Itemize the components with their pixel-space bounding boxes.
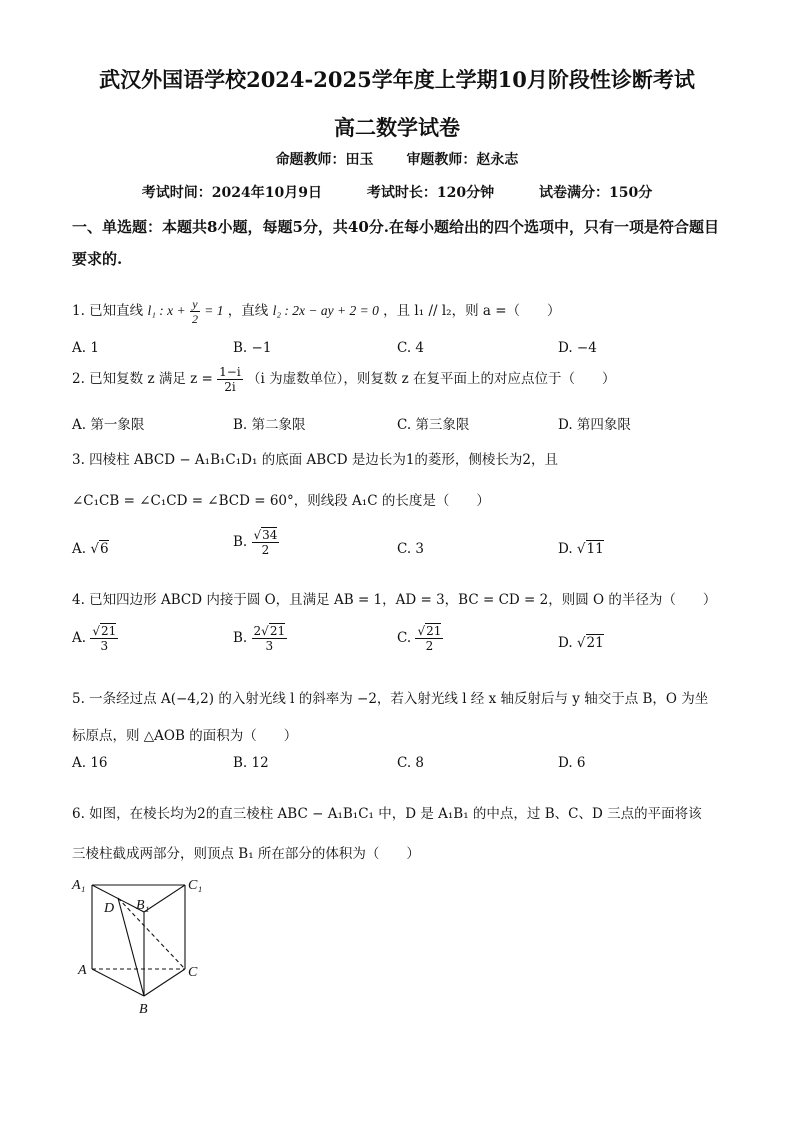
q2-frac-num: 1−i bbox=[219, 365, 241, 379]
edge-bc bbox=[144, 969, 185, 996]
q3-b-radicand: 34 bbox=[262, 528, 278, 542]
q4-c-label: C. bbox=[397, 630, 412, 646]
q4-c-fraction: $\frac{√21}{2}$ bbox=[417, 624, 442, 653]
section-heading: 一、单选题：本题共8小题，每题5分，共40分.在每小题给出的四个选项中，只有一项是符合题目要求的. bbox=[72, 218, 719, 268]
q1-option-b: B. −1 bbox=[233, 340, 272, 356]
full-score: 试卷满分：150分 bbox=[538, 185, 653, 201]
label-c1: C₁ bbox=[188, 878, 203, 893]
q5-option-c: C. 8 bbox=[397, 755, 425, 771]
question-5-line1: 5. 一条经过点 A(−4,2) 的入射光线 l 的斜率为 −2，若入射光线 l 经 x 轴反射后与 y 轴交于点 B，O 为坐 bbox=[72, 691, 709, 707]
q4-d-label: D. bbox=[558, 635, 573, 651]
reviewer-label: 审题教师：赵永志 bbox=[406, 152, 519, 168]
q3-d-radicand: 11 bbox=[586, 541, 604, 557]
q4-c-den: 2 bbox=[425, 639, 434, 653]
q4-a-fraction: $\frac{√21}{3}$ bbox=[92, 624, 117, 653]
teacher-info bbox=[0, 149, 794, 169]
q4-b-radicand: 21 bbox=[269, 624, 286, 638]
q1-frac-den: 2 bbox=[191, 312, 198, 326]
q5-option-b: B. 12 bbox=[233, 755, 269, 771]
q4-option-b bbox=[233, 624, 287, 653]
q1-l1-lhs: l₁ : x + bbox=[147, 303, 186, 318]
q4-a-radicand: 21 bbox=[101, 624, 117, 638]
q1-mid: ，直线 bbox=[227, 303, 269, 319]
question-6-line2: 三棱柱截成两部分，则顶点 B₁ 所在部分的体积为（ ） bbox=[72, 846, 420, 862]
q3-option-c: C. 3 bbox=[397, 541, 425, 557]
q3-d-label: D. bbox=[558, 541, 573, 557]
question-3-line2: ∠C₁CB = ∠C₁CD = ∠BCD = 60°，则线段 A₁C 的长度是（ ） bbox=[72, 493, 490, 509]
q4-option-c bbox=[397, 624, 443, 653]
q3-option-b bbox=[233, 528, 279, 557]
q1-prefix: 1. 已知直线 bbox=[72, 303, 144, 319]
q2-suffix: （i 为虚数单位），则复数 z 在复平面上的对应点位于（ ） bbox=[247, 371, 616, 387]
q4-option-d: D. √21 bbox=[558, 635, 604, 651]
exam-title: 武汉外国语学校2024-2025学年度上学期10月阶段性诊断考试 bbox=[99, 67, 695, 92]
q5-option-d: D. 6 bbox=[558, 755, 586, 771]
q3-option-a: A. √6 bbox=[72, 541, 109, 557]
q3-a-radicand: 6 bbox=[99, 541, 109, 557]
exam-time: 考试时间：2024年10月9日 bbox=[141, 185, 322, 201]
q4-a-den: 3 bbox=[100, 639, 109, 653]
q2-option-b: B. 第二象限 bbox=[233, 417, 306, 433]
q1-l2: l₂ : 2x − ay + 2 = 0 bbox=[272, 303, 379, 318]
q3-option-d: D. √11 bbox=[558, 541, 604, 557]
question-6-line1: 6. 如图，在棱长均为2的直三棱柱 ABC − A₁B₁C₁ 中，D 是 A₁B₁ 的中点，过 B、C、D 三点的平面将该 bbox=[72, 806, 702, 822]
q3-b-label: B. bbox=[233, 534, 248, 550]
q4-c-radicand: 21 bbox=[426, 624, 442, 638]
q2-fraction bbox=[217, 365, 243, 394]
q4-b-den: 3 bbox=[265, 639, 274, 653]
q3-a-label: A. bbox=[72, 541, 87, 557]
exam-duration: 考试时长：120分钟 bbox=[366, 185, 495, 201]
q2-option-d: D. 第四象限 bbox=[558, 417, 631, 433]
q4-d-radicand: 21 bbox=[586, 635, 604, 651]
q3-b-den: 2 bbox=[261, 543, 270, 557]
q3-b-fraction: $\frac{√34}{2}$ bbox=[253, 528, 278, 557]
label-c: C bbox=[188, 965, 198, 980]
q1-frac-num: y bbox=[190, 297, 200, 312]
q4-b-label: B. bbox=[233, 630, 248, 646]
q1-option-a: A. 1 bbox=[72, 340, 99, 356]
q1-fraction bbox=[190, 297, 200, 326]
q2-option-a: A. 第一象限 bbox=[72, 417, 145, 433]
q2-frac-den: 2i bbox=[224, 380, 236, 394]
label-a: A bbox=[78, 963, 87, 978]
label-b1: B₁ bbox=[136, 898, 150, 913]
q2-prefix: 2. 已知复数 z 满足 z = bbox=[72, 371, 213, 387]
prism-figure bbox=[66, 870, 216, 1020]
question-2 bbox=[72, 365, 616, 394]
edge-ab bbox=[92, 969, 144, 996]
q4-b-coef: 2 bbox=[253, 624, 262, 638]
q1-option-c: C. 4 bbox=[397, 340, 425, 356]
question-4: 4. 已知四边形 ABCD 内接于圆 O，且满足 AB = 1，AD = 3，BC = CD = 2，则圆 O 的半径为（ ） bbox=[72, 592, 717, 608]
q5-option-a: A. 16 bbox=[72, 755, 108, 771]
q1-l1-rhs: = 1 bbox=[204, 303, 224, 318]
q4-a-label: A. bbox=[72, 630, 87, 646]
q4-b-fraction: $\frac{2√21}{3}$ bbox=[253, 624, 286, 653]
q4-option-a bbox=[72, 624, 118, 653]
question-1 bbox=[72, 297, 561, 326]
q2-option-c: C. 第三象限 bbox=[397, 417, 470, 433]
question-3-line1: 3. 四棱柱 ABCD − A₁B₁C₁D₁ 的底面 ABCD 是边长为1的菱形，侧棱长为2，且 bbox=[72, 452, 559, 468]
question-5-line2: 标原点，则 △AOB 的面积为（ ） bbox=[72, 728, 298, 744]
label-a1: A₁ bbox=[72, 878, 86, 893]
label-b: B bbox=[139, 1002, 148, 1017]
setter-label: 命题教师：田玉 bbox=[275, 152, 374, 168]
exam-subtitle: 高二数学试卷 bbox=[334, 115, 460, 140]
q1-cond: ，且 l₁ // l₂，则 a =（ ） bbox=[383, 303, 561, 319]
edge-b1c1 bbox=[144, 885, 185, 912]
exam-meta bbox=[0, 182, 794, 202]
label-d: D bbox=[104, 901, 115, 916]
q1-option-d: D. −4 bbox=[558, 340, 597, 356]
segment-dc-hidden bbox=[118, 898, 185, 969]
